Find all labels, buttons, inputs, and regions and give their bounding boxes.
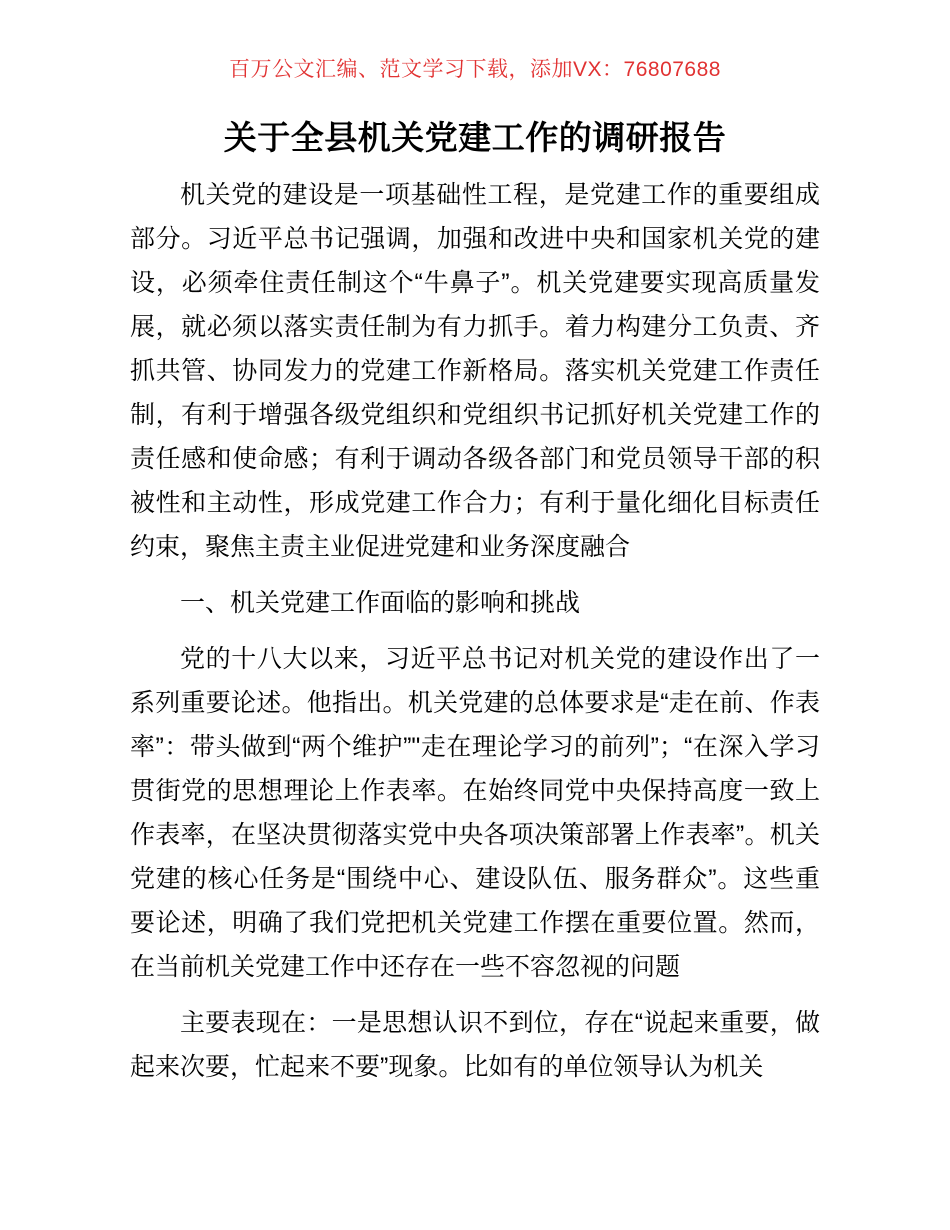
paragraph-section-body: 党的十八大以来，习近平总书记对机关党的建设作出了一系列重要论述。他指出。机关党建的总体要求是“走在前、作表率”：带头做到“两个维护”"走在理论学习的前列”；“在深入学习贯街党的思想理论上作表率。在始终同党中央保持高度一致上作表率，在坚决贯彻落实党中央各项决策部署上作表率”。机关党建的核心任务是“围绕中心、建设队伍、服务群众”。这些重要论述，明确了我们党把机关党建工作摆在重要位置。然而，在当前机关党建工作中还存在一些不容忽视的问题 [130, 645, 820, 981]
watermark-text: 百万公文汇编、范文学习下载，添加VX：76807688 [229, 58, 721, 81]
page-title: 关于全县机关党建工作的调研报告 [223, 119, 727, 156]
section-heading-1: 一、机关党建工作面临的影响和挑战 [180, 589, 581, 617]
document-page [130, 0, 820, 1089]
paragraph-intro: 机关党的建设是一项基础性工程，是党建工作的重要组成部分。习近平总书记强调，加强和改进中央和国家机关党的建设，必须牵住责任制这个“牛鼻子”。机关党建要实现高质量发展，就必须以落实责任制为有力抓手。着力构建分工负责、齐抓共管、协同发力的党建工作新格局。落实机关党建工作责任制，有利于增强各级党组织和党组织书记抓好机关党建工作的责任感和使命感；有利于调动各级各部门和党员领导干部的积被性和主动性，形成党建工作合力；有利于量化细化目标责任约束，聚焦主责主业促进党建和业务深度融合 [130, 181, 820, 561]
paragraph-problems: 主要表现在：一是思想认识不到位，存在“说起来重要，做起来次要，忙起来不要”现象。比如有的单位领导认为机关 [130, 1009, 820, 1081]
